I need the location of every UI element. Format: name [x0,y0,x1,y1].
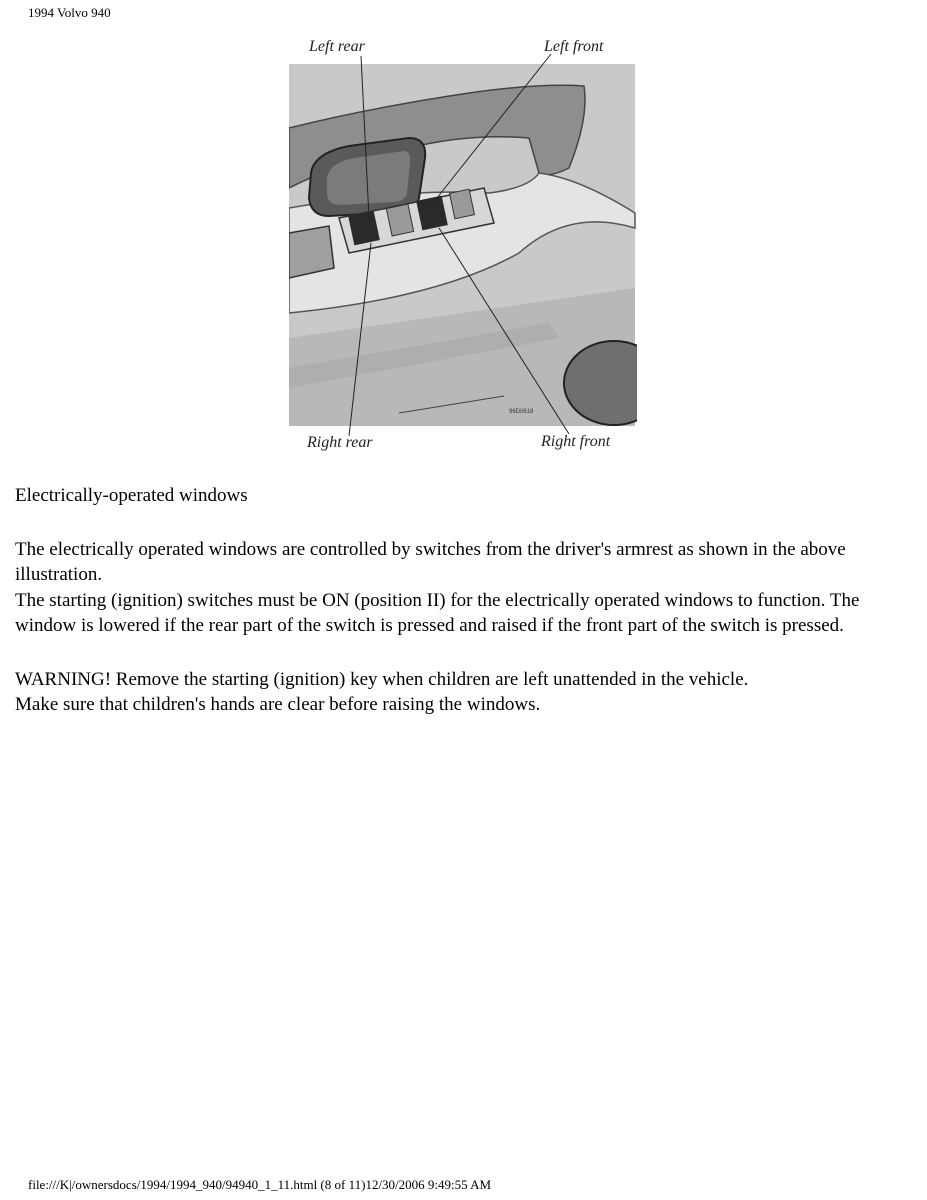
section-heading: Electrically-operated windows [15,485,248,506]
callout-right-rear: Right rear [307,434,373,451]
warning-line-1: WARNING! Remove the starting (ignition) key when children are left unattended in the vehicle. [15,668,749,690]
paragraph-controls: The electrically operated windows are controlled by switches from the driver's armrest as shown in the above illustration. [15,538,846,585]
warning-line-2: Make sure that children's hands are clear before raising the windows. [15,694,541,715]
window-switch-illustration [289,38,637,456]
page-footer-path: file:///K|/ownersdocs/1994/1994_940/94940_1_11.html (8 of 11)12/30/2006 9:49:55 AM [28,1177,492,1192]
paragraph-ignition: The starting (ignition) switches must be ON (position II) for the electrically operated windows to function. The window is lowered if the rear part of the switch is pressed and raised if the front part of the switch is pressed. [15,589,860,636]
page-header-title: 1994 Volvo 940 [28,5,111,20]
figure-code: 96D0618 [509,409,534,415]
mirror-control [289,226,334,278]
callout-left-front: Left front [544,38,604,55]
callout-left-rear: Left rear [309,38,365,55]
callout-right-front: Right front [541,433,611,450]
door-armrest-drawing [289,38,637,456]
main-content [15,483,915,718]
